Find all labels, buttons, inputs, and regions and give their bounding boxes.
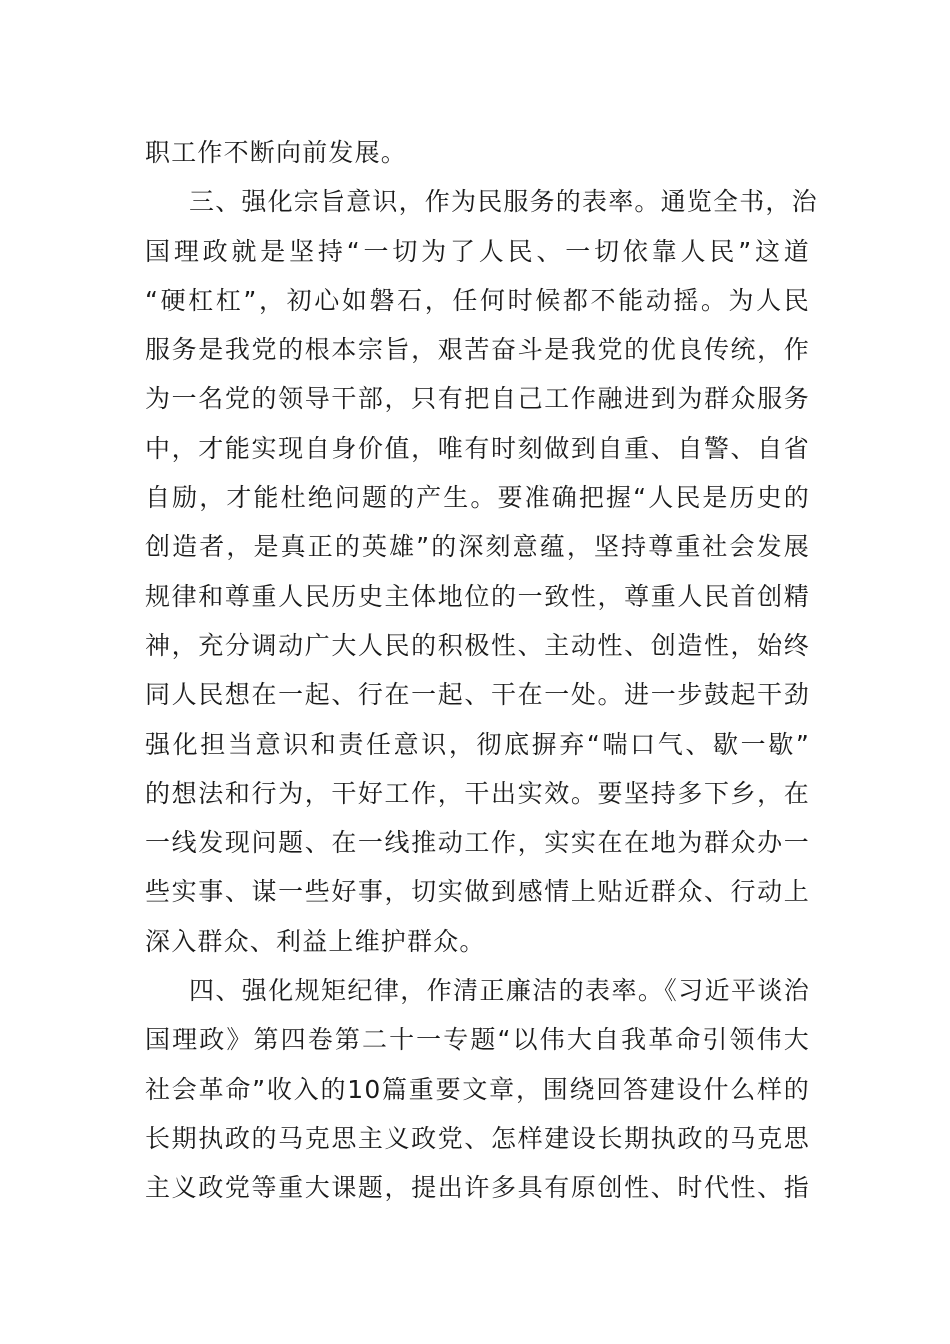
text-line: 深入群众、利益上维护群众。 (145, 926, 486, 956)
text-line: 同人民想在一起、行在一起、干在一处。进一步鼓起干劲 (145, 680, 810, 710)
text-line: 的想法和行为，干好工作，干出实效。要坚持多下乡，在 (145, 778, 810, 808)
text-line: 中，才能实现自身价值，唯有时刻做到自重、自警、自省 (145, 433, 810, 463)
text-line: 职工作不断向前发展。 (145, 138, 408, 167)
text-line: 主义政党等重大课题，提出许多具有原创性、时代性、指 (145, 1173, 810, 1203)
text-line: 三、强化宗旨意识，作为民服务的表率。通览全书，治 (189, 187, 818, 217)
text-line: 国理政就是坚持“一切为了人民、一切依靠人民”这道 (145, 236, 810, 266)
paragraph-continuation (145, 128, 810, 177)
text-line: 些实事、谋一些好事，切实做到感情上贴近群众、行动上 (145, 877, 810, 907)
text-line: 四、强化规矩纪律，作清正廉洁的表率。《习近平谈治 (189, 976, 810, 1006)
text-line: 一线发现问题、在一线推动工作，实实在在地为群众办一 (145, 828, 810, 858)
text-line: 神，充分调动广大人民的积极性、主动性、创造性，始终 (145, 630, 810, 660)
text-line: 自励，才能杜绝问题的产生。要准确把握“人民是历史的 (145, 483, 810, 513)
paragraph-section-four (145, 966, 810, 1212)
text-line: 社会革命”收入的10篇重要文章，围绕回答建设什么样的 (145, 1074, 810, 1104)
text-line: 强化担当意识和责任意识，彻底摒弃“喘口气、歇一歇” (145, 729, 810, 759)
text-line: 服务是我党的根本宗旨，艰苦奋斗是我党的优良传统，作 (145, 335, 810, 365)
text-line: 为一名党的领导干部，只有把自己工作融进到为群众服务 (145, 384, 810, 414)
paragraph-section-three (145, 177, 818, 966)
text-line: 国理政》第四卷第二十一专题“以伟大自我革命引领伟大 (145, 1025, 810, 1055)
text-line: 规律和尊重人民历史主体地位的一致性，尊重人民首创精 (145, 581, 810, 611)
text-line: “硬杠杠”，初心如磐石，任何时候都不能动摇。为人民 (145, 285, 810, 315)
text-line: 长期执政的马克思主义政党、怎样建设长期执政的马克思 (145, 1123, 810, 1153)
document-body (145, 128, 818, 1213)
text-line: 创造者，是真正的英雄”的深刻意蕴，坚持尊重社会发展 (145, 532, 810, 562)
